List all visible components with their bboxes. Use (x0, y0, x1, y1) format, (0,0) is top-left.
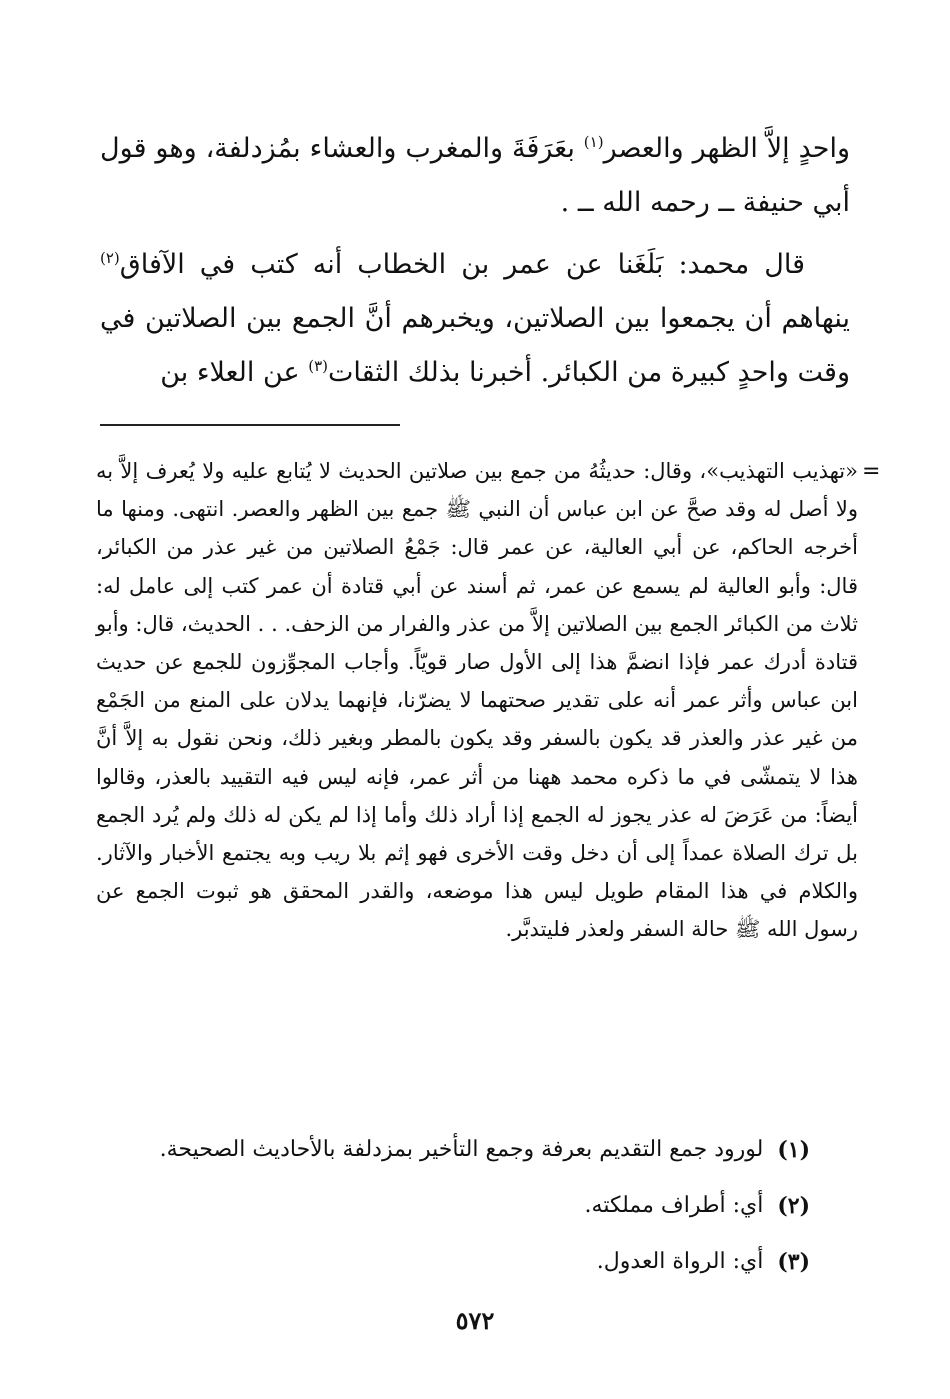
main-text-segment: قال محمد: بَلَغَنا عن عمر بن الخطاب أنه كتب في الآفاق (119, 249, 805, 280)
footnote-text: لورود جمع التقديم بعرفة وجمع التأخير بمزدلفة بالأحاديث الصحيحة. (159, 1137, 764, 1162)
footnote-2 (100, 1178, 810, 1234)
footnote-continuation (96, 452, 858, 949)
main-text (100, 122, 850, 400)
footnote-ref-2[interactable]: (٢) (100, 249, 120, 267)
footnote-text: أي: الرواة العدول. (596, 1249, 764, 1274)
main-text-segment: بعَرَفَةَ والمغرب والعشاء بمُزدلفة، وهو قول أبي حنيفة ــ رحمه الله ــ . (100, 133, 850, 218)
footnote-number: (١) (777, 1137, 810, 1163)
footnote-ref-1[interactable]: (١) (583, 133, 604, 151)
footnote-ref-3[interactable]: (٣) (308, 357, 329, 375)
footnote-continuation-text: «تهذيب التهذيب»، وقال: حديثُهُ من جمع بين صلاتين الحديث لا يُتابع عليه ولا يُعرف إلاَّ به ولا أصل له وقد صحَّ عن ابن عباس أن النبي ﷺ جمع بين الظهر والعصر. انتهى. ومنها ما أخرجه الحاكم، عن أبي العالية، عن عمر قال: جَمْعُ الصلاتين من غير عذر من الكبائر، قال: وأبو العالية لم يسمع عن عمر، ثم أسند عن أبي قتادة أن عمر كتب إلى عامل له: ثلاث من الكبائر الجمع بين الصلاتين إلاَّ من عذر والفرار من الزحف. . . الحديث، قال: وأبو قتادة أدرك عمر فإذا انضمَّ هذا إلى الأول صار قويّاً. وأجاب المجوِّزون للجمع عن حديث ابن عباس وأثر عمر أنه على تقدير صحتهما لا يضرّنا، فإنهما يدلان على المنع من الجَمْع من غير عذر والعذر قد يكون بالسفر وقد يكون بالمطر وبغير ذلك، ونحن نقول به إلاَّ أنَّ هذا لا يتمشّى في ما ذكره محمد ههنا من أثر عمر، فإنه ليس فيه التقييد بالعذر، وقالوا أيضاً: من عَرَضَ له عذر يجوز له الجمع إذا أراد ذلك وأما إذا لم يكن له ذلك ولم يُرد الجمع بل ترك الصلاة عمداً إلى أن دخل وقت الأخرى فهو إثم بلا ريب وبه يجتمع الأخبار والآثار. والكلام في هذا المقام طويل ليس هذا موضعه، والقدر المحقق هو ثبوت الجمع عن رسول الله ﷺ حالة السفر ولعذر فليتدبَّر. (96, 459, 858, 942)
footnote-3 (100, 1234, 810, 1290)
continuation-marker: = (862, 459, 881, 484)
main-text-segment: واحدٍ إلاَّ الظهر والعصر (603, 133, 850, 164)
footnotes-list (100, 1122, 810, 1290)
footnote-divider (100, 424, 400, 426)
main-text-segment: ينهاهم أن يجمعوا بين الصلاتين، ويخبرهم أنَّ الجمع بين الصلاتين في وقت واحدٍ كبيرة من الكبائر. أخبرنا بذلك الثقات (100, 303, 850, 388)
main-paragraph-2 (100, 238, 850, 400)
main-paragraph-1 (100, 122, 850, 230)
footnote-number: (٢) (777, 1193, 810, 1219)
footnote-1 (100, 1122, 810, 1178)
footnote-text: أي: أطراف مملكته. (584, 1193, 764, 1218)
page-number: ٥٧٢ (455, 1306, 495, 1335)
footnote-number: (٣) (777, 1249, 810, 1275)
main-text-segment: عن العلاء بن (160, 357, 309, 388)
